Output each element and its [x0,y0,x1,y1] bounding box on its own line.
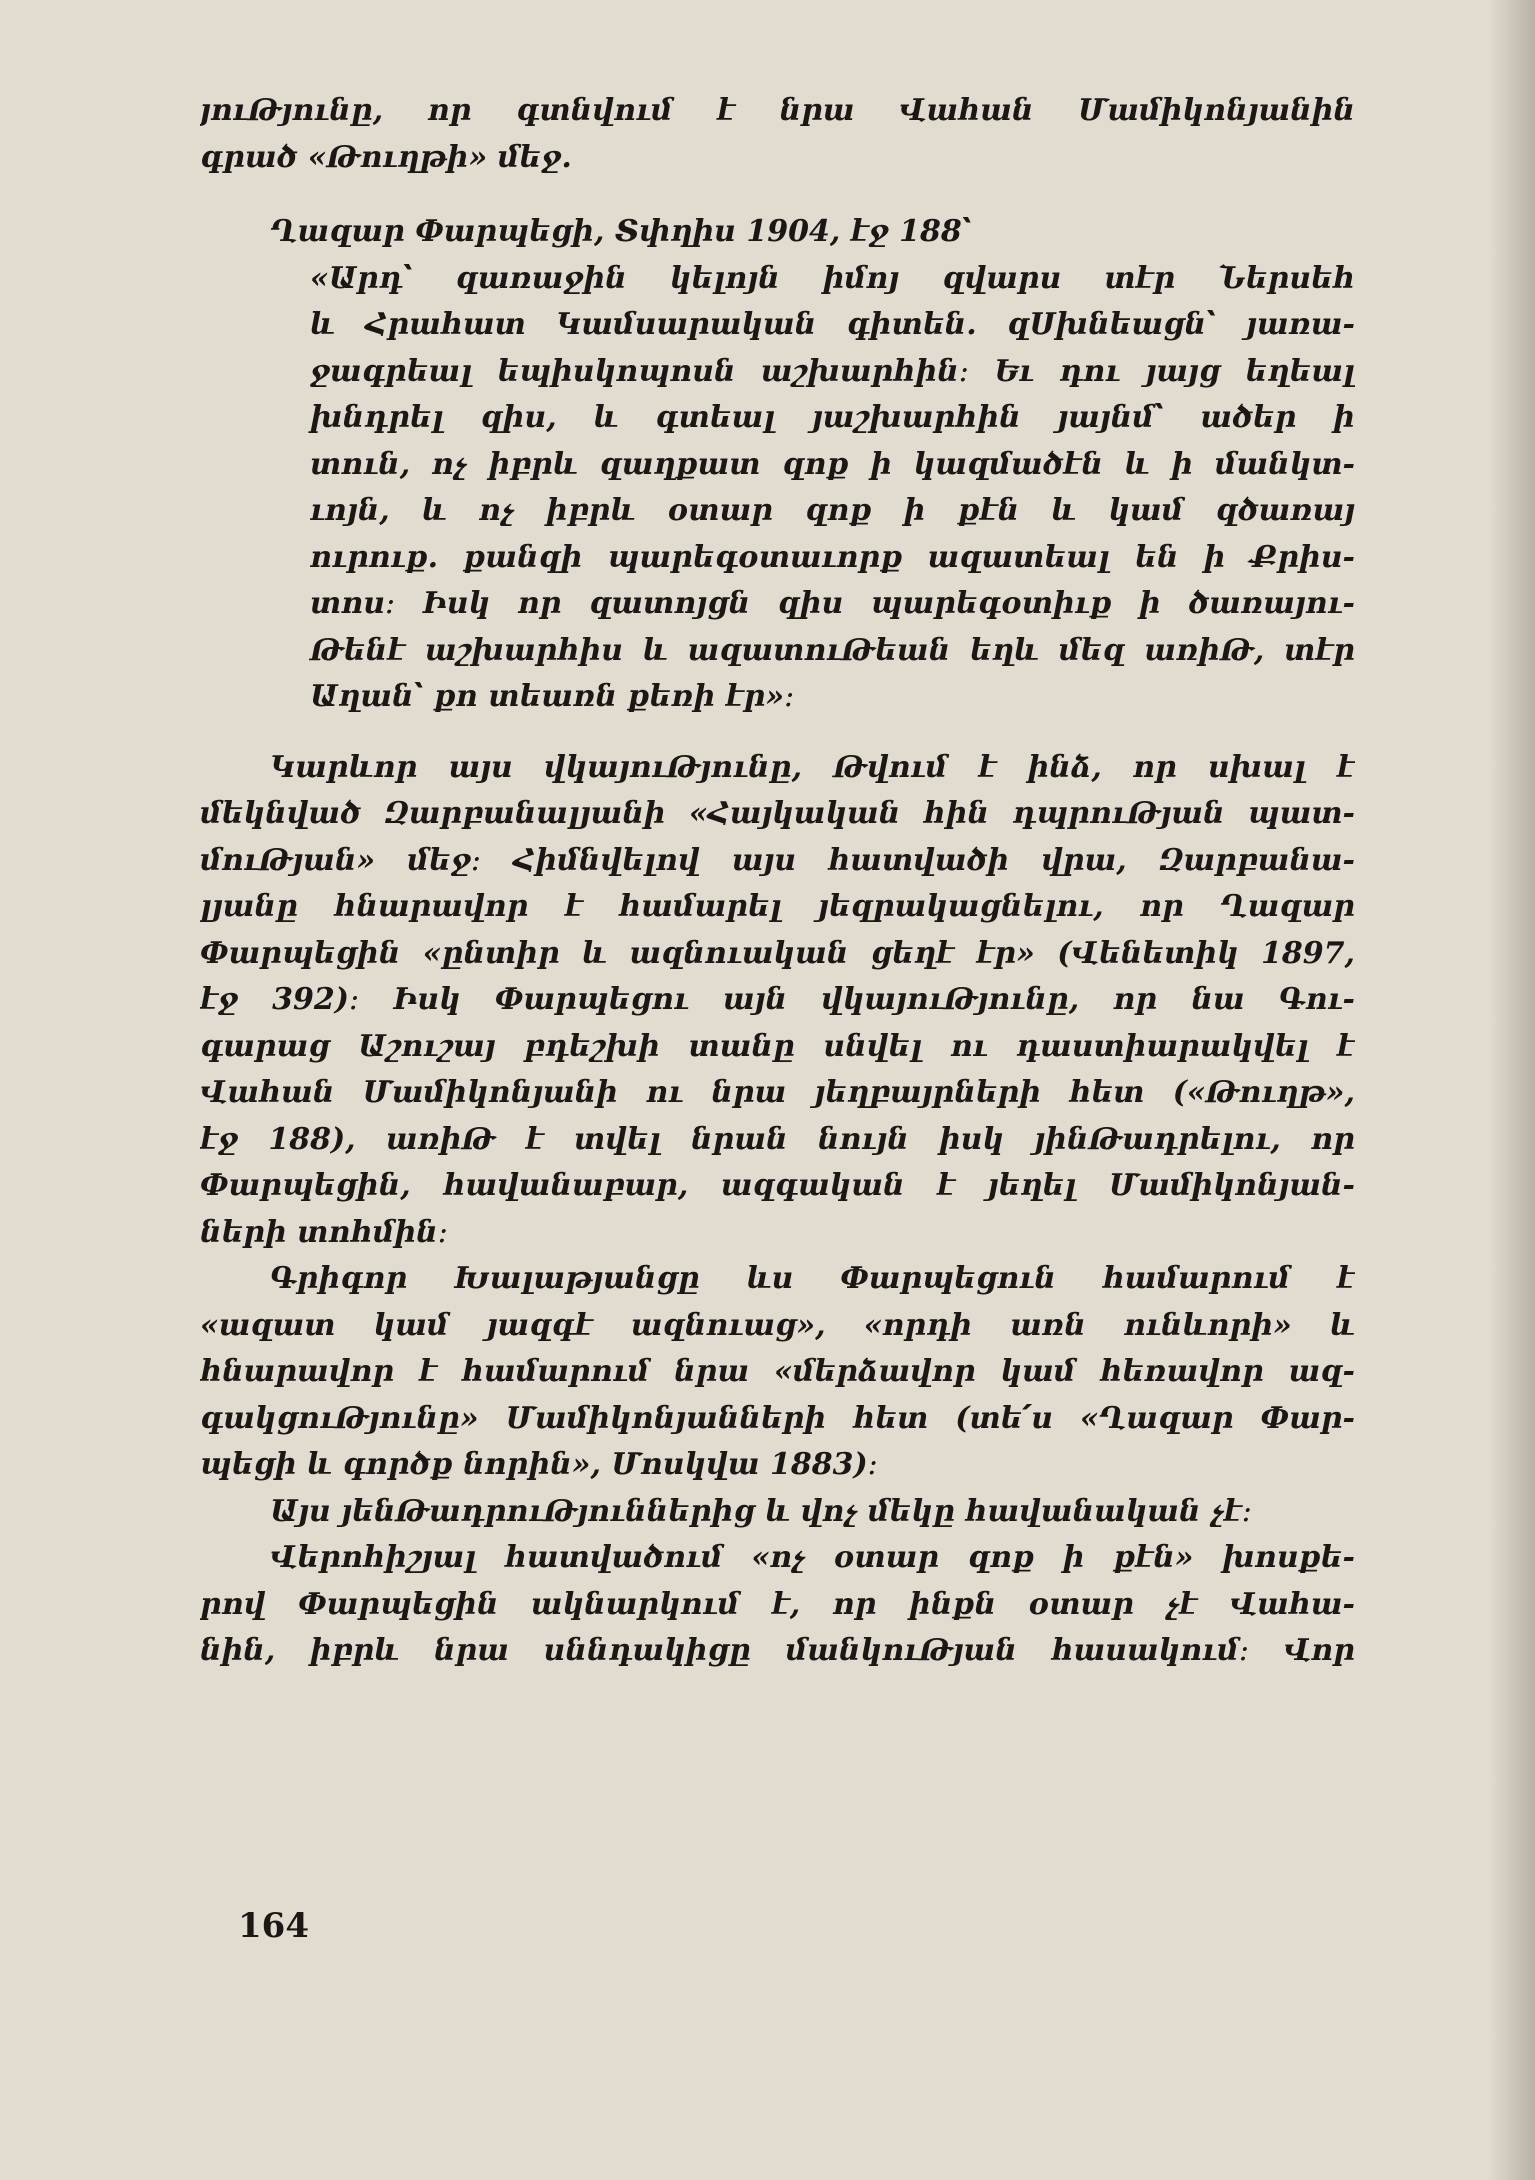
p2-line-1: Գրիգոր Խալաթյանցը ևս Փարպեցուն համարում է [270,1261,1355,1296]
p2-line-4: գակցուԹյունը» Մամիկոնյանների հետ (տե՛ս «Ղազար Փար- [200,1400,1355,1436]
p4-line-1: Վերոհիշյալ հատվածում «ոչ օտար զոք ի քէն» խոսքե- [270,1540,1355,1575]
quote-line-3: ջագրեալ եպիսկոպոսն աշխարհին։ Եւ դու յայց եղեալ [310,353,1355,389]
quote-line-2: և Հրահատ Կամսարական գիտեն. զՍխնեացն՝ յառա- [310,307,1355,342]
p1-line-4: լյանը հնարավոր է համարել յեզրակացնելու, որ Ղազար [200,889,1355,924]
quote-line-8: տոս։ Իսկ որ զատոյցն զիս պարեգօտիւք ի ծառայու- [310,586,1355,621]
p1-line-8: Վահան Մամիկոնյանի ու նրա յեղբայրների հետ («Թուղթ», [200,1075,1355,1110]
quote-line-7: ուրուք. քանզի պարեգօտաւորք ազատեալ են ի Քրիս- [310,539,1355,575]
quote-line-10: Աղան՝ քո տեառն քեռի էր»։ [310,679,795,714]
intro-line-1: յուԹյունը, որ գտնվում է նրա Վահան Մամիկոնյանին [200,93,1355,128]
p3-line-1: Այս յենԹադրուԹյուններից և վոչ մեկը հավանական չէ։ [270,1493,1252,1529]
citation-heading: Ղազար Փարպեցի, Տփղիս 1904, էջ 188՝ [270,214,972,249]
p4-line-3: նին, իբրև նրա սննդակիցը մանկուԹյան հասակում։ Վոր [200,1633,1355,1668]
quote-line-1: «Արդ՝ զառաջին կելոյն իմոյ զվարս տէր Ներսեհ [310,260,1355,296]
p2-line-2: «ազատ կամ յազգէ ազնուաց», «որդի առն ունևորի» և [200,1307,1355,1343]
p1-line-7: գարաց Աշուշայ բդեշխի տանը սնվել ու դաստիարակվել է [200,1028,1355,1064]
quote-line-9: Թենէ աշխարհիս և ազատուԹեան եղև մեզ առիԹ, տէր [310,632,1355,668]
quote-line-6: ւոյն, և ոչ իբրև օտար զոք ի քէն և կամ զծառայ [310,493,1355,528]
quote-line-5: տուն, ոչ իբրև զաղքատ զոք ի կազմածէն և ի մանկտ- [310,446,1355,482]
p4-line-2: րով Փարպեցին ակնարկում է, որ ինքն օտար չէ Վահա- [200,1586,1355,1622]
p1-line-11: ների տոհմին։ [200,1214,448,1250]
p1-line-5: Փարպեցին «ընտիր և ազնուական ցեղէ էր» (Վենետիկ 1897, [200,935,1355,971]
page-text [200,88,1355,1675]
p2-line-3: հնարավոր է համարում նրա «մերձավոր կամ հեռավոր ազ- [200,1354,1355,1389]
p1-line-3: մուԹյան» մեջ։ Հիմնվելով այս հատվածի վրա, Զարբանա- [200,842,1355,878]
p1-line-6: էջ 392)։ Իսկ Փարպեցու այն վկայուԹյունը, որ նա Գու- [200,982,1355,1017]
p1-line-9: էջ 188), առիԹ է տվել նրան նույն իսկ յինԹադրելու, որ [200,1121,1355,1157]
p1-line-1: Կարևոր այս վկայուԹյունը, Թվում է ինձ, որ սխալ է [270,749,1355,785]
page-number: 164 [238,1906,309,1946]
page-edge-shadow [1489,0,1535,2180]
intro-line-2: գրած «Թուղթի» մեջ. [200,139,572,175]
quote-line-4: խնդրել զիս, և գտեալ յաշխարհին յայնմ՝ ածեր ի [310,400,1355,435]
p2-line-5: պեցի և գործք նորին», Մոսկվա 1883)։ [200,1447,878,1482]
p1-line-2: մեկնված Զարբանալյանի «Հայկական հին դպրուԹյան պատ- [200,796,1355,831]
p1-line-10: Փարպեցին, հավանաբար, ազգական է յեղել Մամիկոնյան- [200,1168,1355,1203]
